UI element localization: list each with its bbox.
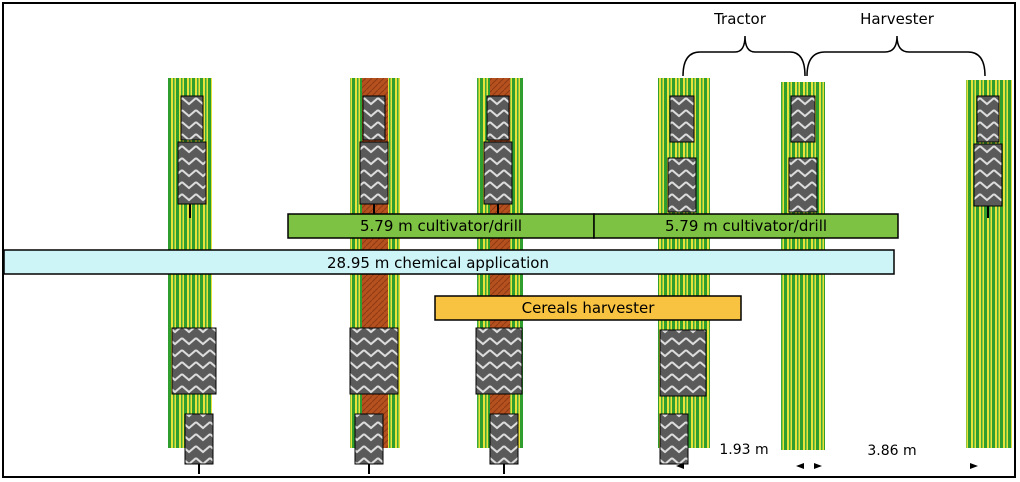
harvester-label: Cereals harvester <box>521 299 655 317</box>
tractor-label: Tractor <box>714 10 766 28</box>
tyre-tread-icon <box>178 96 1002 218</box>
cultivator-label-right: 5.79 m cultivator/drill <box>664 217 828 235</box>
curly-brace-icon <box>683 36 985 76</box>
spacing-label-1: 1.93 m <box>719 442 769 458</box>
chemical-bar <box>4 250 894 274</box>
cultivator-bar-right <box>594 214 898 238</box>
cultivator-bar-left <box>288 214 594 238</box>
dimension-arrow-icon <box>676 463 978 469</box>
cultivator-label-left: 5.79 m cultivator/drill <box>359 217 523 235</box>
tyre-tread-icon <box>172 328 706 474</box>
harvester-bar <box>435 296 741 320</box>
chemical-label: 28.95 m chemical application <box>327 254 549 272</box>
harvester-width-label: Harvester <box>860 10 934 28</box>
spacing-label-2: 3.86 m <box>867 443 917 459</box>
